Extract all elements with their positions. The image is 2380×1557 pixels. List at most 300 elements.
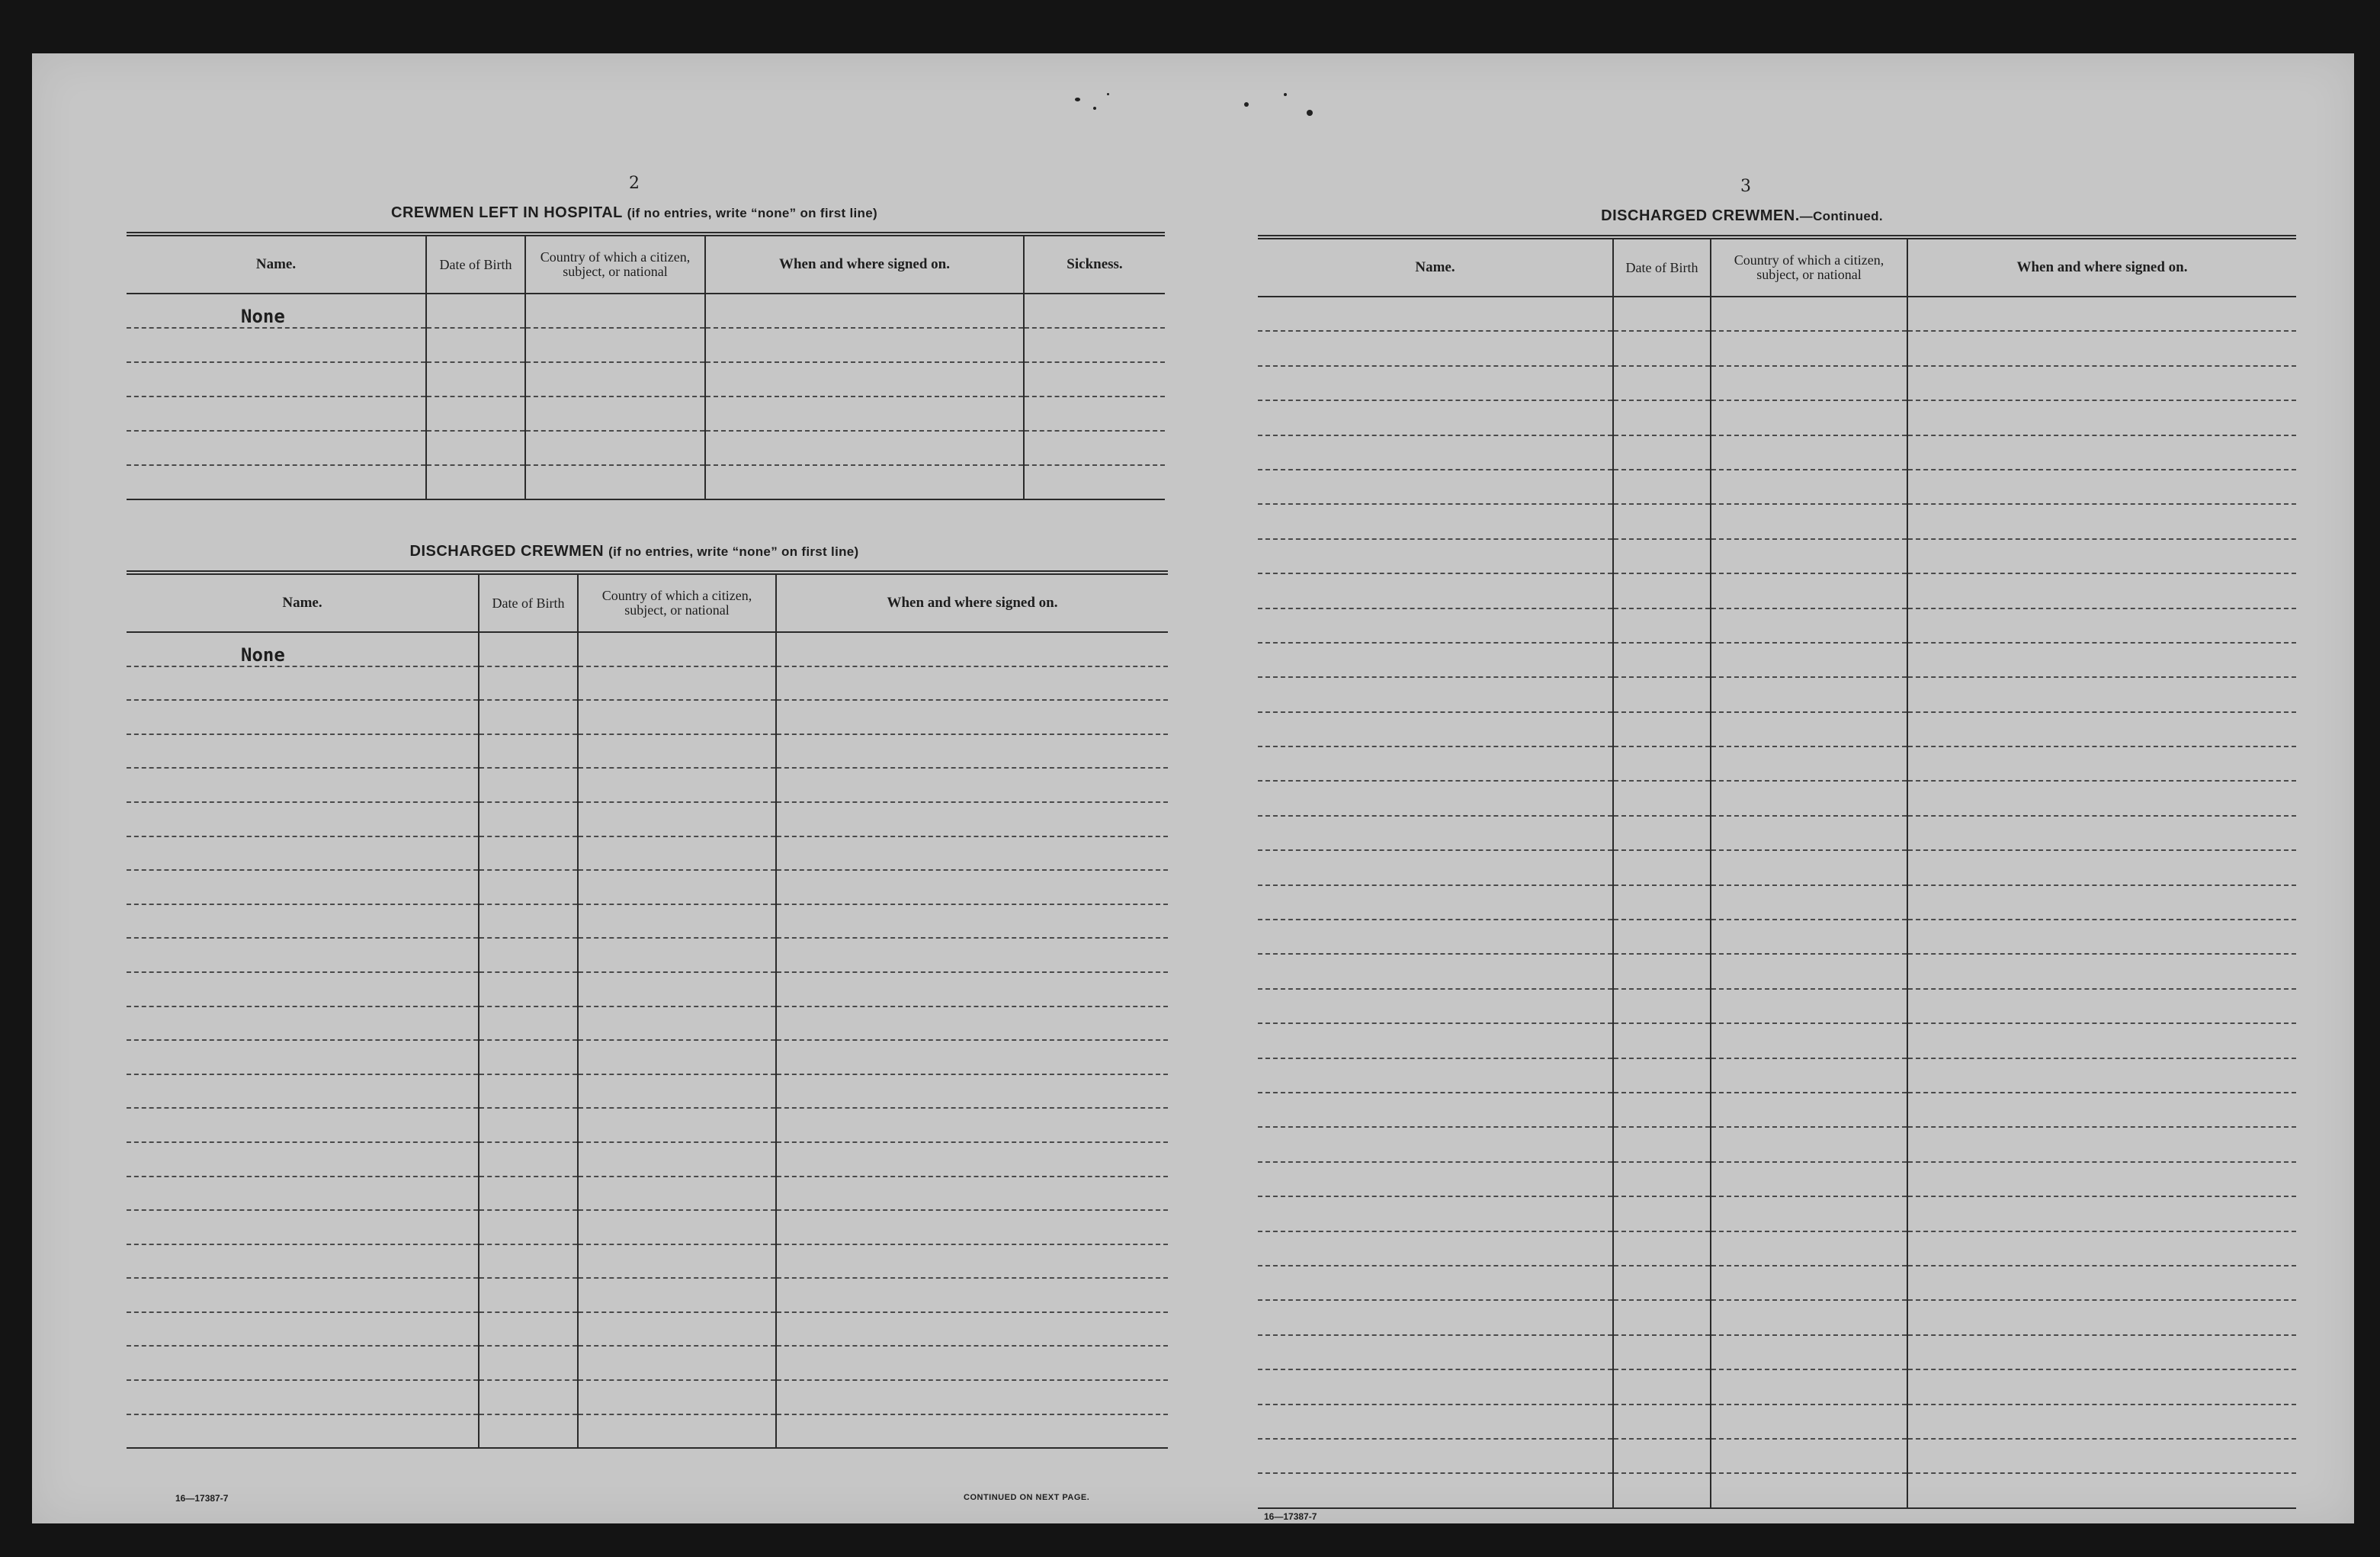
entry-cell[interactable]	[1711, 1023, 1907, 1058]
name-cell[interactable]	[1258, 1093, 1613, 1127]
entry-cell[interactable]	[1711, 850, 1907, 884]
name-cell[interactable]	[127, 362, 426, 396]
name-cell[interactable]	[1258, 920, 1613, 954]
entry-cell[interactable]	[1613, 539, 1711, 573]
name-cell[interactable]	[1258, 1058, 1613, 1093]
entry-cell[interactable]	[1711, 1093, 1907, 1127]
entry-cell[interactable]	[776, 1006, 1168, 1041]
col-signed-on-header: When and where signed on.	[776, 573, 1168, 632]
entry-cell[interactable]	[578, 1414, 776, 1449]
name-cell[interactable]	[1258, 1405, 1613, 1439]
entry-cell[interactable]	[1613, 297, 1711, 331]
name-cell[interactable]	[1258, 1439, 1613, 1473]
entry-cell[interactable]	[426, 294, 525, 328]
entry-cell[interactable]	[1907, 1231, 2296, 1266]
entry-cell[interactable]	[578, 1210, 776, 1244]
name-cell[interactable]	[127, 734, 479, 769]
entry-cell[interactable]	[776, 666, 1168, 701]
name-cell[interactable]	[127, 1312, 479, 1347]
entry-cell[interactable]	[776, 1108, 1168, 1142]
entry-cell[interactable]	[578, 1177, 776, 1211]
name-cell[interactable]	[1258, 989, 1613, 1023]
entry-row	[1258, 504, 2296, 538]
entry-cell[interactable]	[1711, 954, 1907, 988]
name-cell[interactable]	[1258, 435, 1613, 470]
entry-cell[interactable]	[776, 1346, 1168, 1380]
entry-cell[interactable]	[776, 802, 1168, 836]
name-cell[interactable]	[127, 1346, 479, 1380]
entry-cell[interactable]	[1711, 1231, 1907, 1266]
entry-cell[interactable]	[1711, 712, 1907, 746]
entry-cell[interactable]	[479, 1006, 578, 1041]
name-cell[interactable]	[127, 1006, 479, 1041]
entry-cell[interactable]	[776, 870, 1168, 904]
entry-cell[interactable]	[479, 1312, 578, 1347]
name-cell[interactable]	[1258, 539, 1613, 573]
entry-cell[interactable]	[1024, 294, 1165, 328]
entry-cell[interactable]	[479, 972, 578, 1006]
name-cell[interactable]	[1258, 504, 1613, 538]
hospital-section-title	[93, 204, 1176, 222]
entry-cell[interactable]	[705, 294, 1024, 328]
entry-cell[interactable]	[578, 734, 776, 769]
entry-cell[interactable]	[1711, 400, 1907, 435]
name-cell[interactable]	[1258, 470, 1613, 504]
entry-cell[interactable]	[479, 836, 578, 871]
entry-cell[interactable]	[705, 328, 1024, 362]
entry-cell[interactable]	[479, 1142, 578, 1177]
name-cell[interactable]	[1258, 1266, 1613, 1300]
entry-cell[interactable]	[426, 431, 525, 465]
entry-cell[interactable]	[1907, 1300, 2296, 1334]
discharged-header-row	[127, 573, 1168, 632]
entry-row	[1258, 366, 2296, 400]
entry-cell[interactable]	[1613, 504, 1711, 538]
entry-cell[interactable]	[1907, 1196, 2296, 1231]
name-cell[interactable]	[1258, 712, 1613, 746]
entry-cell[interactable]	[578, 1312, 776, 1347]
entry-cell[interactable]	[578, 1108, 776, 1142]
entry-cell[interactable]	[479, 1177, 578, 1211]
entry-cell[interactable]	[1711, 1335, 1907, 1369]
name-cell[interactable]	[1258, 1335, 1613, 1369]
entry-cell[interactable]	[578, 1346, 776, 1380]
entry-cell[interactable]	[1613, 1162, 1711, 1196]
entry-cell[interactable]	[426, 362, 525, 396]
entry-cell[interactable]	[1024, 431, 1165, 465]
entry-cell[interactable]	[578, 1074, 776, 1109]
entry-cell[interactable]	[1613, 712, 1711, 746]
name-cell[interactable]	[1258, 677, 1613, 711]
name-cell[interactable]	[1258, 1127, 1613, 1161]
entry-cell[interactable]	[578, 768, 776, 802]
entry-cell[interactable]	[1711, 989, 1907, 1023]
entry-cell[interactable]	[1711, 1300, 1907, 1334]
entry-cell[interactable]	[1711, 1058, 1907, 1093]
entry-cell[interactable]	[1711, 677, 1907, 711]
entry-cell[interactable]	[578, 1040, 776, 1074]
entry-cell[interactable]	[1711, 643, 1907, 677]
entry-cell[interactable]	[776, 836, 1168, 871]
entry-cell[interactable]	[1907, 989, 2296, 1023]
entry-row	[1258, 954, 2296, 988]
entry-cell[interactable]	[1613, 331, 1711, 365]
entry-cell[interactable]	[1613, 1300, 1711, 1334]
entry-cell[interactable]	[479, 1414, 578, 1449]
entry-cell[interactable]	[776, 700, 1168, 734]
entry-row	[127, 836, 1168, 871]
entry-cell[interactable]	[1613, 643, 1711, 677]
entry-cell[interactable]	[479, 1108, 578, 1142]
entry-cell[interactable]	[1613, 1093, 1711, 1127]
name-cell[interactable]: None	[127, 294, 426, 328]
entry-row	[127, 768, 1168, 802]
entry-cell[interactable]	[776, 938, 1168, 972]
entry-cell[interactable]	[1907, 573, 2296, 608]
entry-row	[1258, 885, 2296, 920]
entry-cell[interactable]	[426, 396, 525, 431]
entry-cell[interactable]	[1907, 1439, 2296, 1473]
entry-cell[interactable]	[479, 1074, 578, 1109]
entry-cell[interactable]	[1907, 539, 2296, 573]
entry-cell[interactable]	[1613, 366, 1711, 400]
name-cell[interactable]	[127, 802, 479, 836]
name-cell[interactable]	[1258, 573, 1613, 608]
entry-cell[interactable]	[1907, 712, 2296, 746]
entry-cell[interactable]	[1907, 746, 2296, 781]
entry-cell[interactable]	[776, 1244, 1168, 1279]
entry-cell[interactable]	[776, 1142, 1168, 1177]
entry-cell[interactable]	[525, 465, 705, 499]
entry-cell[interactable]	[578, 1244, 776, 1279]
entry-cell[interactable]	[1613, 1023, 1711, 1058]
entry-cell[interactable]	[1907, 885, 2296, 920]
entry-cell[interactable]	[776, 1074, 1168, 1109]
entry-cell[interactable]	[1907, 608, 2296, 643]
entry-cell[interactable]	[776, 1040, 1168, 1074]
name-cell[interactable]	[127, 1278, 479, 1312]
entry-row	[1258, 816, 2296, 850]
entry-row	[1258, 677, 2296, 711]
name-cell[interactable]	[127, 836, 479, 871]
entry-cell[interactable]	[1613, 470, 1711, 504]
entry-cell[interactable]	[1613, 1369, 1711, 1404]
name-cell[interactable]	[1258, 1023, 1613, 1058]
entry-cell[interactable]	[1024, 396, 1165, 431]
entry-cell[interactable]	[1907, 435, 2296, 470]
discharged-title-text: DISCHARGED CREWMEN	[409, 543, 605, 560]
entry-cell[interactable]	[1711, 331, 1907, 365]
entry-cell[interactable]	[479, 1380, 578, 1414]
entry-cell[interactable]	[578, 836, 776, 871]
entry-cell[interactable]	[1711, 1405, 1907, 1439]
entry-cell[interactable]	[776, 1177, 1168, 1211]
entry-cell[interactable]	[1613, 1405, 1711, 1439]
entry-cell[interactable]	[1613, 1335, 1711, 1369]
entry-row	[127, 666, 1168, 701]
entry-cell[interactable]	[578, 802, 776, 836]
name-cell[interactable]	[1258, 608, 1613, 643]
name-cell[interactable]	[1258, 816, 1613, 850]
entry-cell[interactable]	[1613, 954, 1711, 988]
name-cell[interactable]	[1258, 1300, 1613, 1334]
entry-cell[interactable]	[1907, 1369, 2296, 1404]
name-cell[interactable]: None	[127, 632, 479, 666]
entry-cell[interactable]	[1613, 1439, 1711, 1473]
entry-cell[interactable]	[1907, 816, 2296, 850]
entry-cell[interactable]	[525, 396, 705, 431]
entry-cell[interactable]	[1907, 1023, 2296, 1058]
entry-cell[interactable]	[1711, 297, 1907, 331]
entry-cell[interactable]	[1613, 435, 1711, 470]
entry-cell[interactable]	[776, 1210, 1168, 1244]
name-cell[interactable]	[127, 1040, 479, 1074]
entry-cell[interactable]	[1711, 781, 1907, 815]
entry-cell[interactable]	[1907, 1162, 2296, 1196]
entry-cell[interactable]	[1613, 677, 1711, 711]
entry-cell[interactable]	[1711, 470, 1907, 504]
entry-cell[interactable]	[1907, 1473, 2296, 1507]
entry-cell[interactable]	[479, 1346, 578, 1380]
entry-cell[interactable]	[1711, 608, 1907, 643]
entry-cell[interactable]	[776, 632, 1168, 666]
name-cell[interactable]	[127, 1108, 479, 1142]
name-cell[interactable]	[127, 870, 479, 904]
entry-cell[interactable]	[1711, 1196, 1907, 1231]
entry-cell[interactable]	[479, 1244, 578, 1279]
col-country-header: Country of which a citizen, subject, or national	[525, 234, 705, 294]
entry-row	[1258, 1023, 2296, 1058]
entry-cell[interactable]	[578, 666, 776, 701]
name-cell[interactable]	[127, 1177, 479, 1211]
entry-cell[interactable]	[1613, 746, 1711, 781]
entry-cell[interactable]	[776, 1312, 1168, 1347]
entry-cell[interactable]	[1907, 400, 2296, 435]
name-cell[interactable]	[127, 768, 479, 802]
entry-cell[interactable]	[1711, 573, 1907, 608]
entry-cell[interactable]	[1613, 1266, 1711, 1300]
name-cell[interactable]	[1258, 643, 1613, 677]
entry-cell[interactable]	[1613, 920, 1711, 954]
entry-row	[127, 1006, 1168, 1041]
name-cell[interactable]	[127, 904, 479, 939]
name-cell[interactable]	[127, 1142, 479, 1177]
entry-cell[interactable]	[1907, 1127, 2296, 1161]
entry-cell[interactable]	[1907, 470, 2296, 504]
entry-cell[interactable]	[479, 1278, 578, 1312]
name-cell[interactable]	[127, 1244, 479, 1279]
entry-cell[interactable]	[578, 1278, 776, 1312]
entry-row	[127, 1278, 1168, 1312]
entry-cell[interactable]	[705, 396, 1024, 431]
entry-cell[interactable]	[479, 904, 578, 939]
entry-cell[interactable]	[1907, 1093, 2296, 1127]
entry-cell[interactable]	[1907, 643, 2296, 677]
entry-cell[interactable]	[1613, 850, 1711, 884]
entry-cell[interactable]	[479, 1040, 578, 1074]
entry-cell[interactable]	[1711, 816, 1907, 850]
name-cell[interactable]	[1258, 1196, 1613, 1231]
entry-cell[interactable]	[578, 1142, 776, 1177]
entry-cell[interactable]	[578, 1380, 776, 1414]
entry-cell[interactable]	[705, 431, 1024, 465]
entry-cell[interactable]	[1711, 504, 1907, 538]
entry-row	[127, 938, 1168, 972]
entry-cell[interactable]	[426, 328, 525, 362]
name-cell[interactable]	[1258, 1369, 1613, 1404]
name-cell[interactable]	[1258, 850, 1613, 884]
entry-cell[interactable]	[479, 1210, 578, 1244]
name-cell[interactable]	[127, 431, 426, 465]
entry-cell[interactable]	[1711, 885, 1907, 920]
entry-cell[interactable]	[578, 1006, 776, 1041]
entry-cell[interactable]	[426, 465, 525, 499]
entry-cell[interactable]	[1907, 954, 2296, 988]
entry-cell[interactable]	[1613, 1127, 1711, 1161]
entry-cell[interactable]	[1711, 539, 1907, 573]
entry-cell[interactable]	[1711, 366, 1907, 400]
entry-cell[interactable]	[578, 904, 776, 939]
entry-cell[interactable]	[1711, 1473, 1907, 1507]
entry-cell[interactable]	[1613, 1058, 1711, 1093]
entry-cell[interactable]	[578, 938, 776, 972]
entry-cell[interactable]	[1613, 400, 1711, 435]
entry-cell[interactable]	[479, 734, 578, 769]
col-country-header: Country of which a citizen, subject, or national	[578, 573, 776, 632]
entry-cell[interactable]	[1907, 677, 2296, 711]
name-cell[interactable]	[1258, 297, 1613, 331]
entry-cell[interactable]	[479, 802, 578, 836]
name-cell[interactable]	[1258, 400, 1613, 435]
name-cell[interactable]	[127, 1380, 479, 1414]
discharged-table-right	[1258, 235, 2296, 1509]
entry-cell[interactable]	[1907, 1405, 2296, 1439]
name-cell[interactable]	[127, 938, 479, 972]
entry-cell[interactable]	[578, 972, 776, 1006]
entry-cell[interactable]	[1024, 465, 1165, 499]
name-cell[interactable]	[127, 1074, 479, 1109]
entry-cell[interactable]	[525, 294, 705, 328]
entry-cell[interactable]	[776, 1380, 1168, 1414]
entry-cell[interactable]	[1613, 608, 1711, 643]
entry-cell[interactable]	[1711, 1439, 1907, 1473]
entry-cell[interactable]	[776, 904, 1168, 939]
entry-cell[interactable]	[578, 700, 776, 734]
name-cell[interactable]	[127, 1414, 479, 1449]
entry-cell[interactable]	[479, 700, 578, 734]
entry-cell[interactable]	[776, 768, 1168, 802]
entry-cell[interactable]	[578, 632, 776, 666]
entry-cell[interactable]	[1907, 366, 2296, 400]
entry-row	[127, 1177, 1168, 1211]
entry-cell[interactable]	[1613, 781, 1711, 815]
form-number: 16—17387-7	[175, 1493, 229, 1504]
entry-cell[interactable]	[1907, 504, 2296, 538]
name-cell[interactable]	[1258, 954, 1613, 988]
entry-cell[interactable]	[479, 768, 578, 802]
entry-row	[127, 632, 1168, 666]
entry-row	[1258, 850, 2296, 884]
name-cell[interactable]	[127, 700, 479, 734]
entry-cell[interactable]	[479, 938, 578, 972]
entry-cell[interactable]	[1711, 435, 1907, 470]
entry-cell[interactable]	[776, 1414, 1168, 1449]
entry-cell[interactable]	[525, 362, 705, 396]
entry-cell[interactable]	[1907, 331, 2296, 365]
entry-cell[interactable]	[1613, 1231, 1711, 1266]
entry-row	[1258, 1196, 2296, 1231]
entry-cell[interactable]	[479, 870, 578, 904]
entry-cell[interactable]	[578, 870, 776, 904]
entry-cell[interactable]	[479, 632, 578, 666]
entry-cell[interactable]	[1907, 1335, 2296, 1369]
entry-cell[interactable]	[1711, 1162, 1907, 1196]
col-name-header: Name.	[127, 573, 479, 632]
entry-cell[interactable]	[776, 1278, 1168, 1312]
entry-cell[interactable]	[1907, 1058, 2296, 1093]
name-cell[interactable]	[127, 1210, 479, 1244]
entry-cell[interactable]	[1907, 297, 2296, 331]
entry-cell[interactable]	[1613, 573, 1711, 608]
entry-cell[interactable]	[1024, 328, 1165, 362]
name-cell[interactable]	[127, 396, 426, 431]
entry-cell[interactable]	[1907, 781, 2296, 815]
entry-cell[interactable]	[525, 431, 705, 465]
name-cell[interactable]	[1258, 885, 1613, 920]
entry-cell[interactable]	[705, 465, 1024, 499]
entry-row	[127, 1074, 1168, 1109]
name-cell[interactable]	[1258, 366, 1613, 400]
entry-cell[interactable]	[1711, 746, 1907, 781]
entry-cell[interactable]	[1711, 1266, 1907, 1300]
entry-row	[1258, 712, 2296, 746]
name-cell[interactable]	[127, 666, 479, 701]
entry-cell[interactable]	[776, 734, 1168, 769]
col-date-of-birth-header: Date of Birth	[426, 234, 525, 294]
name-cell[interactable]	[1258, 331, 1613, 365]
entry-row	[127, 1040, 1168, 1074]
entry-cell[interactable]	[1613, 885, 1711, 920]
entry-cell[interactable]	[1613, 1196, 1711, 1231]
entry-cell[interactable]	[1613, 1473, 1711, 1507]
entry-cell[interactable]	[1907, 920, 2296, 954]
name-cell[interactable]	[1258, 746, 1613, 781]
entry-cell[interactable]	[1711, 1369, 1907, 1404]
name-cell[interactable]	[127, 972, 479, 1006]
entry-cell[interactable]	[705, 362, 1024, 396]
name-cell[interactable]	[1258, 1231, 1613, 1266]
entry-cell[interactable]	[1907, 1266, 2296, 1300]
name-cell[interactable]	[127, 328, 426, 362]
entry-cell[interactable]	[1907, 850, 2296, 884]
entry-row	[127, 1312, 1168, 1347]
entry-cell[interactable]	[1024, 362, 1165, 396]
entry-cell[interactable]	[525, 328, 705, 362]
entry-cell[interactable]	[1711, 1127, 1907, 1161]
entry-row	[1258, 746, 2296, 781]
scan-speck	[1284, 93, 1287, 96]
name-cell[interactable]	[1258, 781, 1613, 815]
entry-cell[interactable]	[776, 972, 1168, 1006]
entry-cell[interactable]	[1711, 920, 1907, 954]
entry-cell[interactable]	[1613, 989, 1711, 1023]
name-cell[interactable]	[127, 465, 426, 499]
entry-row	[1258, 1058, 2296, 1093]
entry-cell[interactable]	[1613, 816, 1711, 850]
entry-cell[interactable]	[479, 666, 578, 701]
name-cell[interactable]	[1258, 1162, 1613, 1196]
name-cell[interactable]	[1258, 1473, 1613, 1507]
